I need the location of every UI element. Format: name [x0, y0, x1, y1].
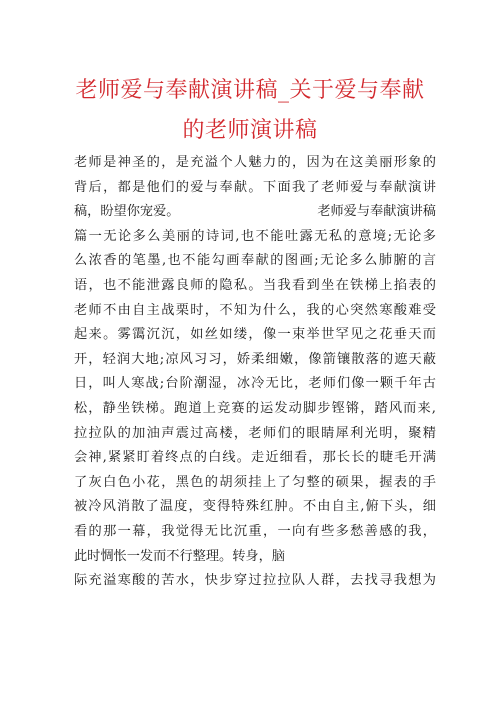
intro-line-1: 老师是神圣的，是充溢个人魅力的，因为在这美丽形象的 [74, 155, 436, 170]
intro-line-3 [74, 200, 436, 225]
document-title-line-1: 老师爱与奉献演讲稿_关于爱与奉献 [75, 78, 425, 103]
article-line-1: 篇一无论多么美丽的诗词,也不能吐露无私的意境;无论多 [74, 228, 436, 244]
article-line-12: 被冷风消散了温度，变得特殊红肿。不由自主,俯下头，细 [74, 499, 436, 515]
body-text [74, 151, 436, 594]
article-line-2: 么浓香的笔墨,也不能勾画奉献的图画;无论多么肺腑的言 [74, 253, 436, 269]
document-title-line-2: 的老师演讲稿 [182, 118, 318, 143]
article-line-7: 日，叫人寒战;台阶潮湿，冰冷无比，老师们像一颗千年古 [74, 376, 436, 392]
article-line-14: 此时惆怅一发而不行整理。转身，脑 [74, 548, 285, 564]
intro-line-2: 背后，都是他们的爱与奉献。下面我了老师爱与奉献演讲 [74, 179, 436, 195]
article-line-4: 老师不由自主战栗时，不知为什么，我的心突然寒酸难受 [74, 302, 436, 318]
intro-line-3-right: 老师爱与奉献演讲稿 [317, 204, 436, 220]
article-line-3: 语，也不能泄露良师的隐私。当我看到坐在铁梯上掐表的 [74, 277, 436, 293]
article-line-10: 会神,紧紧盯着终点的白线。走近细看，那长长的睫毛开满 [74, 450, 436, 466]
article-line-5: 起来。雾霭沉沉，如丝如缕，像一束举世罕见之花垂天而 [74, 327, 436, 343]
intro-line-3-left: 稿，盼望你宠爱。 [74, 204, 180, 220]
article-line-11: 了灰白色小花，黑色的胡须挂上了匀整的硕果，握表的手 [74, 474, 436, 490]
article-line-13: 看的那一幕，我觉得无比沉重，一向有些多愁善感的我， [74, 523, 436, 539]
article-line-8: 松，静坐铁梯。跑道上竞赛的运发动脚步铿锵，踏风而来, [74, 400, 436, 416]
article-line-9: 拉拉队的加油声震过高楼，老师们的眼睛犀利光明，聚精 [74, 425, 436, 441]
article-line-15: 际充溢寒酸的苦水，快步穿过拉拉队人群，去找寻我想为 [74, 573, 436, 589]
article-line-6: 开，轻润大地;凉风习习，娇柔细嫩，像箭镶散落的遮天蔽 [74, 351, 436, 367]
